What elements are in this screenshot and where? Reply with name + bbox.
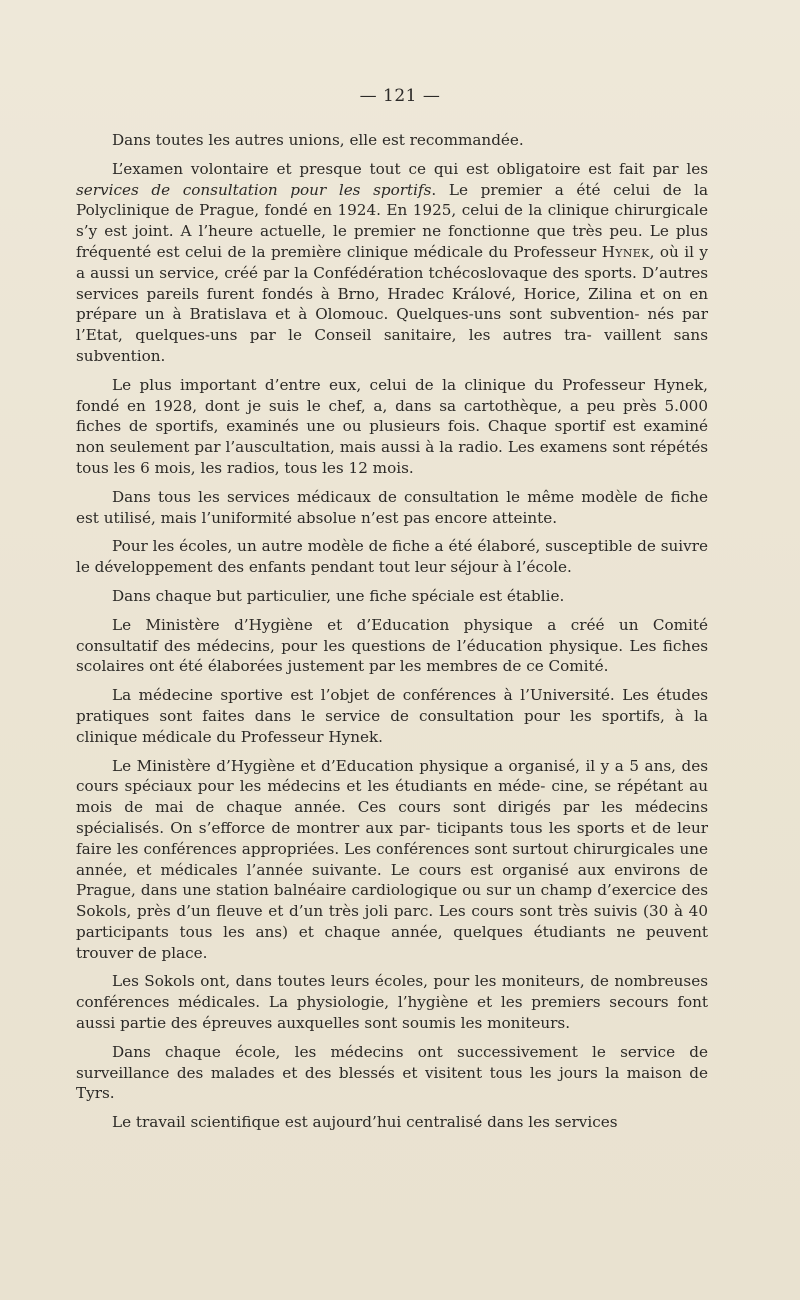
text-run: L’examen volontaire et presque tout ce qui est obligatoire est fait par les (112, 159, 708, 178)
paragraph (76, 1112, 708, 1133)
text-run: Le plus important d’entre eux, celui de la clinique du Professeur Hynek, fondé en 1928, dont je suis le chef, a, dans sa cartothèque, a peu près 5.000 fiches de sportifs, examinés une ou plusieurs fois. Chaque sportif est examiné non seulement par l’auscultation, mais aussi à la radio. Les examens sont répétés tous les 6 mois, les radios, tous les 12 mois. (76, 375, 708, 477)
paragraph (76, 586, 708, 607)
paragraph (76, 756, 708, 964)
text-run: , où il y a aussi un service, créé par la Confédération tchécoslovaque des sports. D’autres services pareils furent fondés à Brno, Hradec Králové, Horice, Zilina et on en prépare un à Bratislava et à Olomouc. Quelques-uns sont subvention- nés par l’Etat, quelques-uns par le Conseil sanitaire, les autres tra- vaillent sans subvention. (76, 242, 708, 365)
paragraph (76, 487, 708, 529)
text-run: Le travail scientifique est aujourd’hui centralisé dans les services (112, 1113, 618, 1132)
text-body (76, 130, 708, 1133)
paragraph (76, 130, 708, 151)
paragraph (76, 615, 708, 677)
paragraph (76, 1042, 708, 1104)
paragraph (76, 375, 708, 479)
italic-text: services de consultation pour les sportifs (76, 180, 432, 199)
text-run: Dans chaque but particulier, une fiche spéciale est établie. (112, 586, 565, 605)
small-caps-name: Hynek (601, 242, 650, 261)
page-number: — 121 — (359, 86, 441, 106)
paragraph (76, 159, 708, 367)
text-run: Dans toutes les autres unions, elle est recommandée. (112, 131, 524, 149)
text-run: La médecine sportive est l’objet de conférences à l’Université. Les études pratiques sont faites dans le service de consultation pour les sportifs, à la clinique médicale du Professeur Hynek. (76, 686, 708, 746)
text-run: . Le premier a été celui de la Polyclinique de Prague, fondé en 1924. En 1925, celui de la clinique chirurgicale s’y est joint. A l’heure actuelle, le premier ne fonctionne que très peu. Le plus fréquenté est celui de la première clinique médicale du Professeur (76, 180, 708, 261)
text-run: Le Ministère d’Hygiène et d’Education physique a organisé, il y a 5 ans, des cours spéciaux pour les médecins et les étudiants en méde- cine, se répétant au mois de mai de chaque année. Ces cours sont dirigés par les médecins spécialisés. On s’efforce de montrer aux par- ticipants tous les sports et de leur faire les conférences appropriées. Les conférences sont surtout chirurgicales une année, et médicales l’année suivante. Le cours est organisé aux environs de Prague, dans une station balnéaire cardiologique ou sur un champ d’exercice des Sokols, près d’un fleuve et d’un très joli parc. Les cours sont très suivis (30 à 40 participants tous les ans) et chaque année, quelques étudiants ne peuvent trouver de place. (76, 756, 708, 962)
text-run: Dans tous les services médicaux de consultation le même modèle de fiche est utilisé, mais l’uniformité absolue n’est pas encore atteinte. (76, 487, 708, 527)
text-run: Dans chaque école, les médecins ont successivement le service de surveillance des malades et des blessés et visitent tous les jours la maison de Tyrs. (76, 1042, 708, 1103)
paragraph (76, 685, 708, 747)
text-run: Les Sokols ont, dans toutes leurs écoles, pour les moniteurs, de nombreuses conférences médicales. La physiologie, l’hygiène et les premiers secours font aussi partie des épreuves auxquelles sont soumis les moniteurs. (76, 972, 708, 1033)
paragraph (76, 536, 708, 578)
text-run: Pour les écoles, un autre modèle de fiche a été élaboré, susceptible de suivre le développement des enfants pendant tout leur séjour à l’école. (76, 537, 708, 577)
text-run: Le Ministère d’Hygiène et d’Education physique a créé un Comité consultatif des médecins, pour les questions de l’éducation physique. Les fiches scolaires ont été élaborées justement par les membres de ce Comité. (76, 615, 708, 676)
paragraph (76, 971, 708, 1033)
